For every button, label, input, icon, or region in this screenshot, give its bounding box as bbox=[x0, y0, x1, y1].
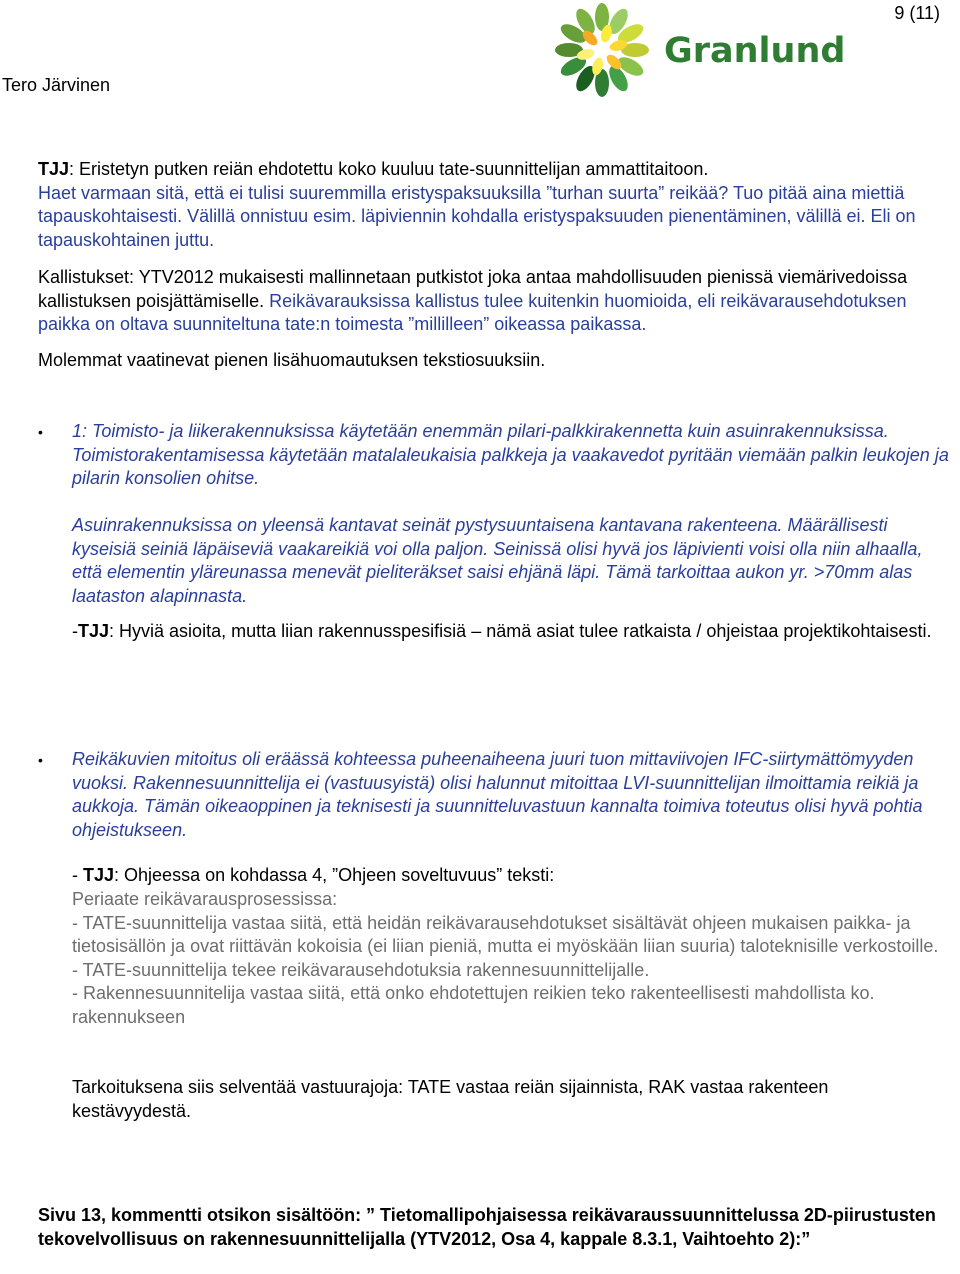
section-kallistukset bbox=[38, 266, 948, 337]
tjj-comment-text: : Ohjeessa on kohdassa 4, ”Ohjeen soveltuvuus” teksti: bbox=[114, 865, 555, 885]
page-13-comment-heading: Sivu 13, kommentti otsikon sisältöön: ” Tietomallipohjaisessa reikävaraussuunnittelussa 2D-piirustusten tekovelvollisuus on rakennesuunnittelijalla (YTV2012, Osa 4, kappale 8.3.1, Vaihtoehto 2):” bbox=[38, 1205, 936, 1249]
tjj-prefix: - bbox=[72, 865, 83, 885]
quoted-principle-item: - Rakennesuunnitelija vastaa siitä, että onko ehdotettujen reikien teko rakenteellisesti mahdollista ko. rakennukseen bbox=[72, 983, 875, 1027]
tjj-prefix: - bbox=[72, 621, 78, 641]
molemmat-paragraph: Molemmat vaatinevat pienen lisähuomautuksen tekstiosuuksiin. bbox=[38, 350, 546, 370]
reply-text: Haet varmaan sitä, että ei tulisi suuremmilla eristyspaksuuksilla ”turhan suurta” reikää? Tuo pitää aina miettiä tapauskohtaisesti. Välillä onnistuu esim. läpiviennin kohdalla eristyspaksuuden pienentäminen, välillä ei. Eli on tapauskohtainen juttu. bbox=[38, 182, 916, 250]
bullet-2-tjj-comment bbox=[72, 864, 952, 888]
tjj-comment-text: : Eristetyn putken reiän ehdotettu koko kuuluu tate-suunnittelijan ammattitaitoon. bbox=[69, 159, 709, 179]
tjj-comment-text: : Hyviä asioita, mutta liian rakennusspesifisiä – nämä asiat tulee ratkaista / ohjeistaa projektikohtaisesti. bbox=[109, 621, 932, 641]
granlund-logo bbox=[552, 0, 846, 104]
tjj-label: TJJ bbox=[83, 865, 115, 885]
quoted-principle-item: - TATE-suunnittelija vastaa siitä, että heidän reikävarausehdotukset sisältävät ohjeen mukaisen paikka- ja tietosisällön ja ovat riittävän kokoisia (ei liian pieniä, mutta ei myöskään liian suuria) taloteknisille verkostoille. bbox=[72, 912, 939, 956]
quoted-principle-heading: Periaate reikävarausprosessissa: bbox=[72, 889, 338, 909]
quoted-principle-item: - TATE-suunnittelija tekee reikävarausehdotuksia rakennesuunnittelijalle. bbox=[72, 959, 650, 980]
bullet-2-para-1: Reikäkuvien mitoitus oli eräässä kohteessa puheenaiheena juuri tuon mittaviivojen IFC-siirtymättömyyden vuoksi. Rakennesuunnittelija ei (vastuusyistä) olisi halunnut mitoittaa LVI-suunnittelijan ilmoittamia reikiä ja aukkoja. Tämän oikeaoppinen ja teknisesti ja suunnitteluvastuun kannalta toimiva toteutus olisi hyvä pohtia ohjeistukseen. bbox=[72, 749, 923, 840]
bullet-1-marker: • bbox=[38, 424, 43, 440]
bullet-1-para-1: 1: Toimisto- ja liikerakennuksissa käytetään enemmän pilari-palkkirakennetta kuin asuinrakennuksissa. Toimistorakentamisessa käytetään matalaleukaisia palkkeja ja vaakavedot pyritään viemään palkin leukojen ja pilarin konsolien ohitse. bbox=[72, 421, 949, 488]
tjj-label: TJJ bbox=[38, 159, 70, 179]
kallistukset-text: Kallistukset: YTV2012 mukaisesti mallinnetaan putkistot joka antaa mahdollisuuden pienissä viemärivedoissa kallistuksen poisjättämiselle. bbox=[38, 267, 908, 311]
tjj-comment bbox=[38, 158, 948, 182]
conclusion-paragraph: Tarkoituksena siis selventää vastuurajoja: TATE vastaa reiän sijainnista, RAK vastaa rakenteen kestävyydestä. bbox=[72, 1077, 829, 1121]
quoted-principle bbox=[72, 888, 952, 1029]
kallistukset-paragraph bbox=[38, 266, 948, 337]
bullet-1-tjj-comment bbox=[72, 620, 952, 644]
author-name: Tero Järvinen bbox=[2, 75, 111, 95]
section-tjj-eristys bbox=[38, 158, 948, 252]
page-number: 9 (11) bbox=[894, 3, 940, 23]
bullet-1-para-2: Asuinrakennuksissa on yleensä kantavat seinät pystysuuntaisena kantavana rakenteena. Määrällisesti kyseisiä seiniä läpäiseviä vaakareikiä voi olla paljon. Seinissä olisi hyvä jos läpivienti voisi olla niin alhaalla, että elementin yläreunassa menevät pieliteräkset saisi ehjänä läpi. Tämä tarkoittaa aukon yr. >70mm alas laataston alapinnasta. bbox=[72, 515, 923, 606]
kallistukset-reply: Reikävarauksissa kallistus tulee kuitenkin huomioida, eli reikävarausehdotuksen paikka on oltava suunniteltuna tate:n toimesta ”millilleen” oikeassa paikassa. bbox=[38, 290, 907, 334]
tjj-label: TJJ bbox=[78, 621, 110, 641]
bullet-2-marker: • bbox=[38, 752, 43, 768]
logo-wordmark: Granlund bbox=[664, 31, 846, 71]
